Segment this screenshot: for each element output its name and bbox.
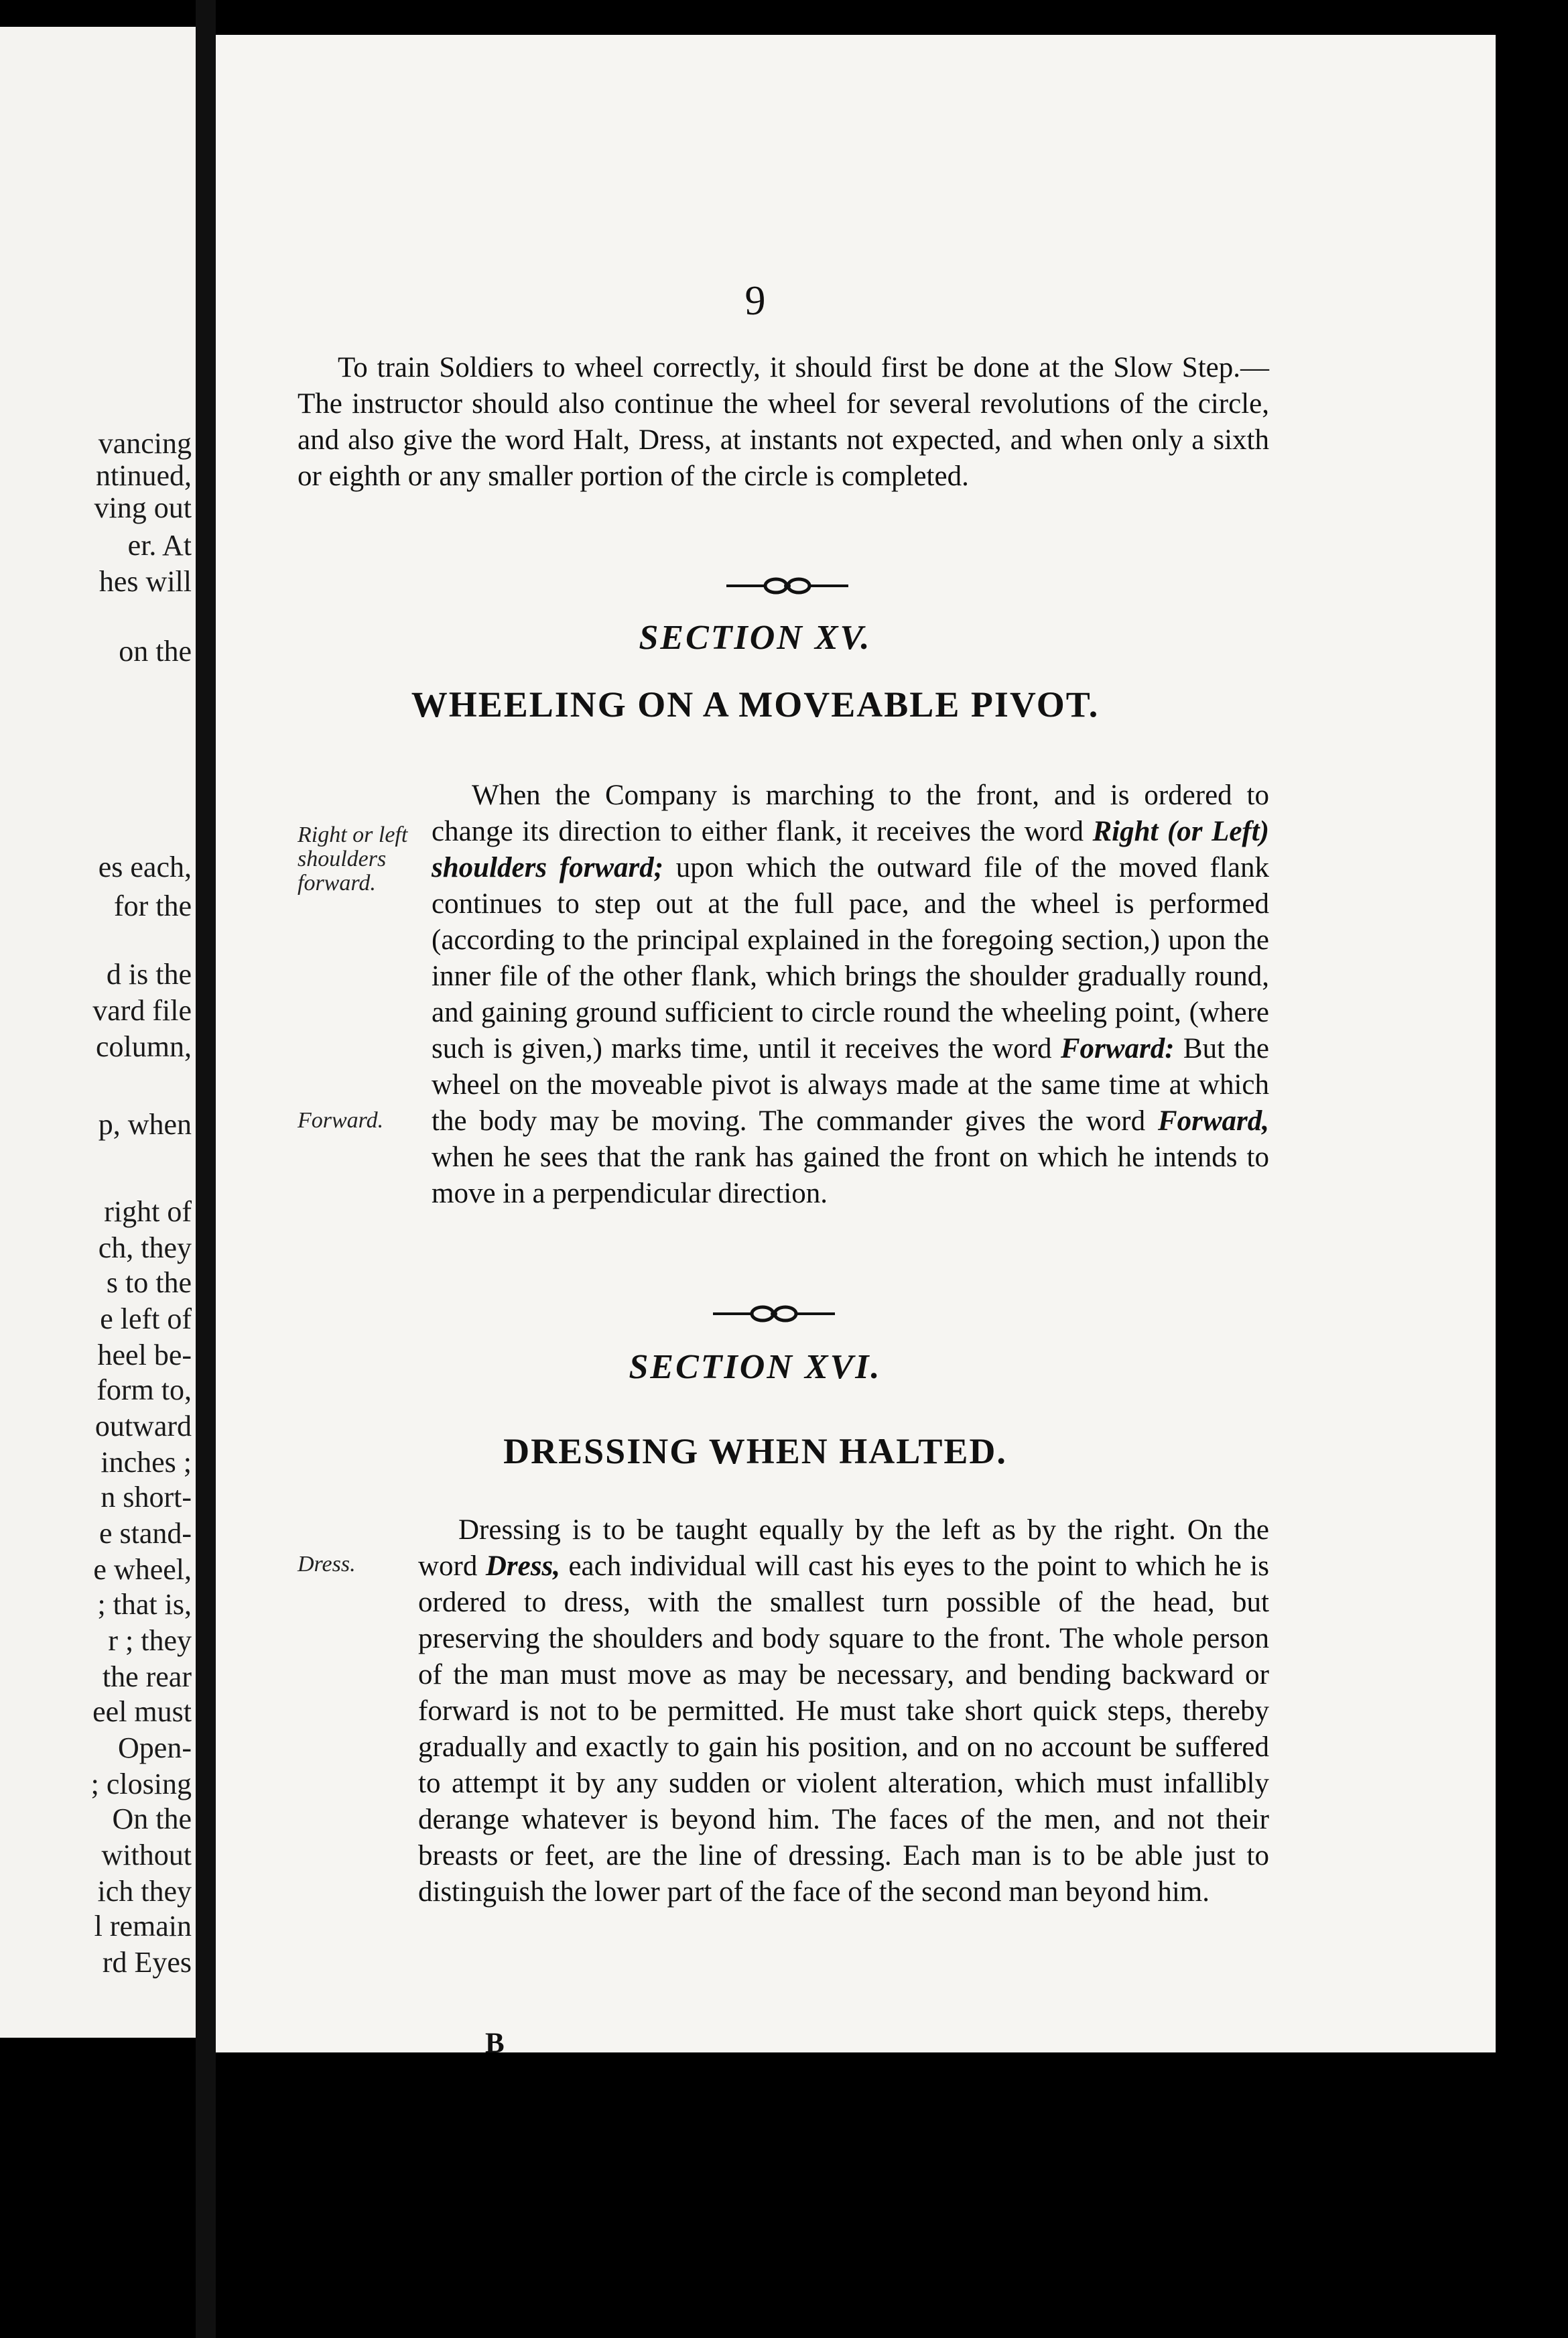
previous-page-fragment — [0, 27, 196, 2038]
previous-page-line: on the — [119, 635, 192, 668]
page-number: 9 — [744, 278, 766, 324]
binding-gutter — [196, 0, 216, 2338]
paragraph-text — [418, 1512, 1269, 1910]
previous-page-line: On the — [112, 1802, 192, 1835]
command-word: Right (or Left) shoulders forward; — [432, 816, 1269, 883]
command-word: Forward, — [1157, 1105, 1269, 1137]
previous-page-line: ich they — [97, 1875, 192, 1908]
command-word: Forward: — [1060, 1033, 1175, 1064]
previous-page-line: form to, — [96, 1373, 192, 1406]
previous-page-line: outward — [94, 1410, 192, 1442]
catchword-signature: B — [485, 2028, 505, 2052]
previous-page-line: e wheel, — [93, 1553, 192, 1586]
previous-page-line: the rear — [102, 1660, 192, 1693]
previous-page-line: vancing — [98, 427, 192, 460]
previous-page-line: ch, they — [98, 1231, 192, 1264]
previous-page-line: es each, — [98, 851, 192, 883]
previous-page-line: without — [101, 1839, 192, 1871]
text-span: But the wheel on the moveable pivot is always made at the same time at which the body may be moving. The commander gives the word — [432, 1033, 1269, 1137]
previous-page-line: inches ; — [101, 1446, 192, 1479]
previous-page-line: for the — [113, 889, 192, 922]
previous-page-line: vard file — [92, 994, 192, 1027]
previous-page-line: column, — [96, 1030, 192, 1063]
ornament-divider — [724, 572, 851, 599]
previous-page-line: ; closing — [90, 1768, 192, 1800]
text-span: When the Company is marching to the front, and is ordered to change its direction to either flank, it receives the word — [432, 780, 1269, 847]
previous-page-line: e left of — [100, 1302, 192, 1335]
previous-page-line: n short- — [101, 1481, 192, 1514]
previous-page-line: er. At — [127, 529, 192, 562]
section-number: SECTION XV. — [639, 619, 872, 657]
previous-page-line: r ; they — [108, 1624, 192, 1657]
previous-page-line: ving out — [94, 491, 192, 524]
intro-paragraph-text: To train Soldiers to wheel correctly, it should first be done at the Slow Step.—The instructor should also continue the wheel for several revolutions of the circle, and also give the word Halt, Dress, at instants not expected, and when only a sixth or eighth or any smaller portion of the circle is completed. — [298, 352, 1269, 492]
previous-page-line: ntinued, — [96, 459, 192, 492]
text-span: each individual will cast his eyes to the point to which he is ordered to dress, with the smallest turn possible of the head, but preserving the shoulders and body square to the front. The whole person of the man must move as may be necessary, and bending backward or forward is not to be permitted. He must take short quick steps, thereby gradually and exactly to gain his position, and on no account be suffered to attempt it by any sudden or violent alteration, which must infallibly derange whatever is beyond him. The faces of the men, and not their breasts or feet, are the line of dressing. Each man is to be able just to distinguish the lower part of the face of the second man beyond him. — [418, 1550, 1269, 1908]
section-body-paragraph — [432, 778, 1269, 1212]
section-heading: WHEELING ON A MOVEABLE PIVOT. — [411, 684, 1100, 725]
paragraph-text — [432, 778, 1269, 1212]
text-span: Dressing is to be taught equally by the left as by the right. On the word — [418, 1514, 1269, 1582]
previous-page-line: p, when — [98, 1108, 192, 1141]
text-span: upon which the outward file of the moved flank continues to step out at the full pace, and the wheel is performed (according to the principal explained in the foregoing section,) upon the inner file of the other flank, which brings the shoulder gradually round, and gaining ground sufficient to circle round the wheeling point, (where such is given,) marks time, until it receives the word — [432, 852, 1269, 1064]
book-page — [216, 35, 1496, 2052]
previous-page-line: rd Eyes — [102, 1946, 192, 1979]
previous-page-line: hes will — [99, 565, 192, 598]
section-heading: DRESSING WHEN HALTED. — [503, 1431, 1007, 1471]
previous-page-line: l remain — [94, 1910, 192, 1943]
previous-page-line: right of — [104, 1195, 192, 1228]
previous-page-line: eel must — [92, 1695, 192, 1728]
margin-note: Right or left shoulders forward. — [298, 822, 408, 896]
previous-page-line: ; that is, — [97, 1588, 192, 1621]
previous-page-line: s to the — [106, 1266, 192, 1299]
text-span: when he sees that the rank has gained the front on which he intends to move in a perpendicular direction. — [432, 1142, 1269, 1209]
command-word: Dress, — [485, 1550, 560, 1582]
ornament-divider — [710, 1300, 838, 1327]
margin-note: Forward. — [298, 1108, 384, 1133]
previous-page-line: d is the — [106, 958, 192, 991]
section-number: SECTION XVI. — [629, 1348, 882, 1386]
previous-page-line: heel be- — [97, 1339, 192, 1371]
margin-note: Dress. — [298, 1552, 356, 1577]
previous-page-line: Open- — [118, 1731, 192, 1764]
previous-page-line: e stand- — [99, 1517, 192, 1550]
intro-paragraph — [298, 350, 1269, 495]
section-body-paragraph — [418, 1512, 1269, 1910]
